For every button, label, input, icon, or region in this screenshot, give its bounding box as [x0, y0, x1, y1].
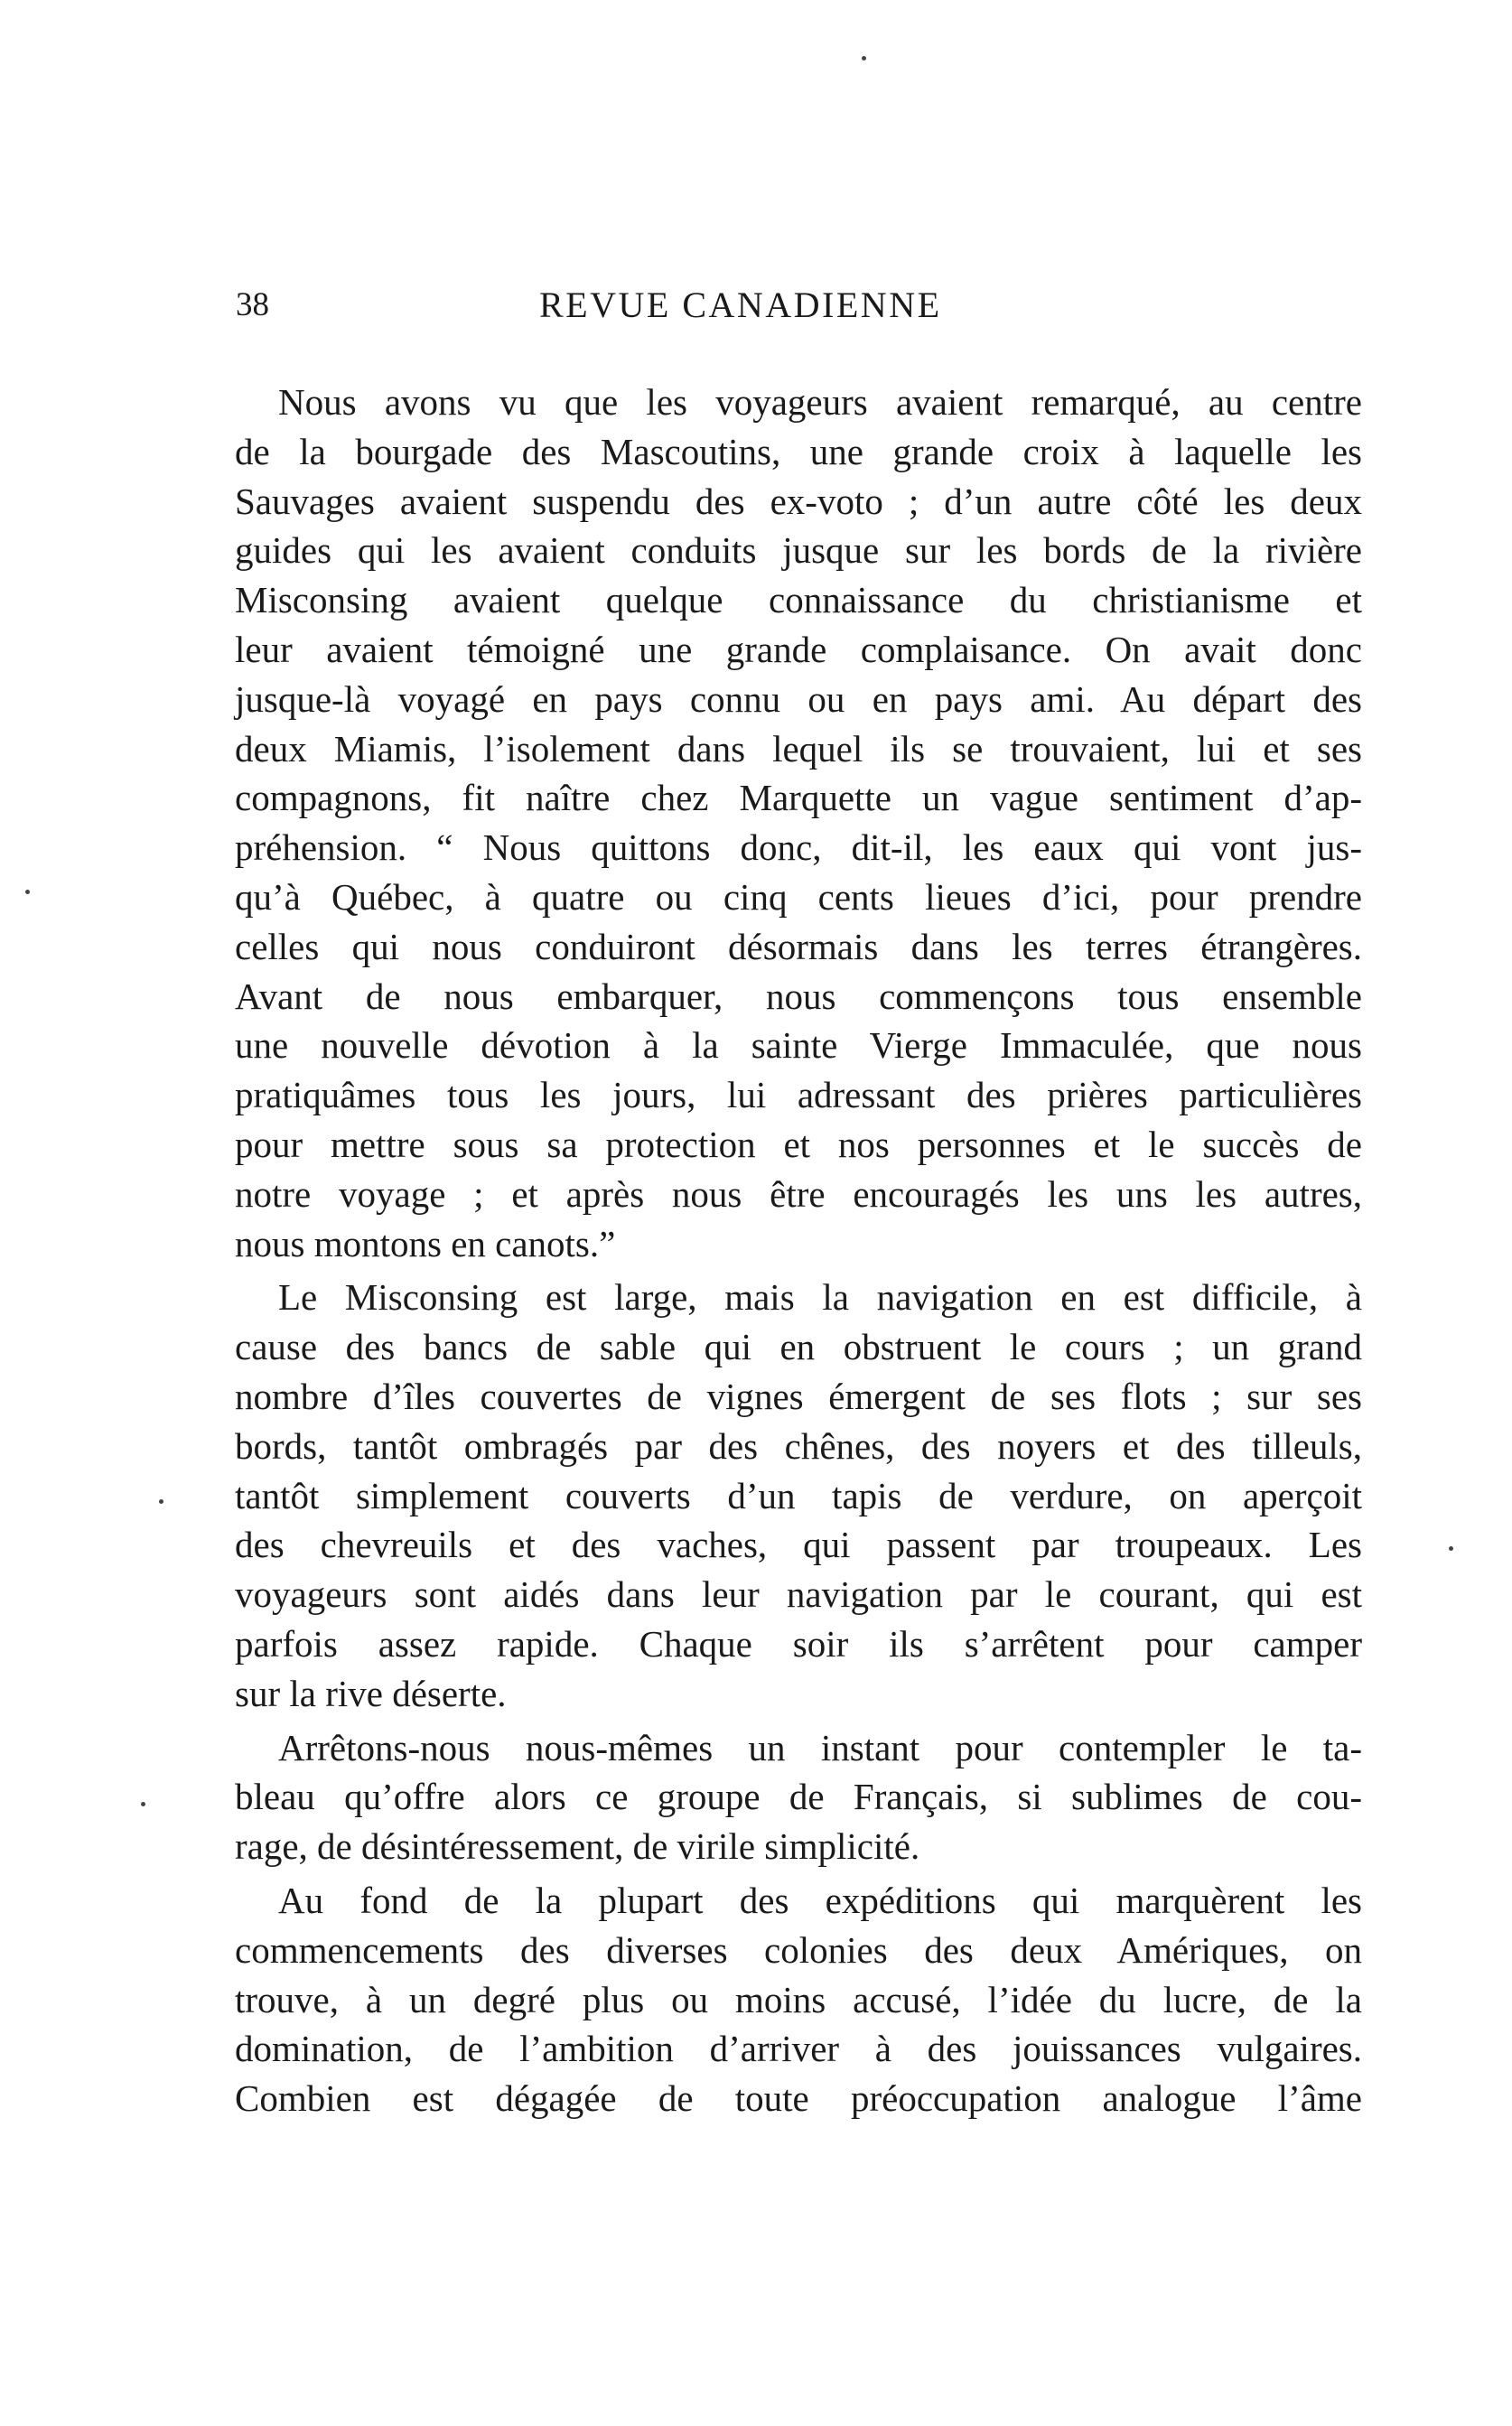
text-line: Combien est dégagée de toute préoccupation analogue l’âme	[235, 2077, 1362, 2120]
text-line: de la bourgade des Mascoutins, une grande croix à laquelle les	[235, 430, 1362, 472]
running-header	[0, 278, 1512, 332]
print-speck	[1449, 1546, 1453, 1551]
text-line: compagnons, fit naître chez Marquette un vague sentiment d’ap-	[235, 777, 1362, 819]
text-line: celles qui nous conduiront désormais dans les terres étrangères.	[235, 925, 1362, 967]
page-number: 38	[236, 286, 269, 323]
text-line: des chevreuils et des vaches, qui passent par troupeaux. Les	[235, 1524, 1362, 1566]
text-line: pour mettre sous sa protection et nos personnes et le succès de	[235, 1123, 1362, 1165]
text-line: tantôt simplement couverts d’un tapis de verdure, on aperçoit	[235, 1474, 1362, 1516]
text-line: commencements des diverses colonies des deux Amériques, on	[235, 1928, 1362, 1971]
text-line: domination, de l’ambition d’arriver à des jouissances vulgaires.	[235, 2028, 1362, 2070]
text-line: Nous avons vu que les voyageurs avaient remarqué, au centre	[278, 381, 1362, 423]
text-line: pratiquâmes tous les jours, lui adressant des prières particulières	[235, 1074, 1362, 1116]
text-line: leur avaient témoigné une grande complaisance. On avait donc	[235, 628, 1362, 670]
text-line: préhension. “ Nous quittons donc, dit-il, les eaux qui vont jus-	[235, 826, 1362, 869]
text-line: trouve, à un degré plus ou moins accusé, l’idée du lucre, de la	[235, 1978, 1362, 2020]
paragraph	[235, 378, 1362, 1268]
print-speck	[862, 56, 866, 61]
text-line: Le Misconsing est large, mais la navigation en est difficile, à	[278, 1276, 1362, 1319]
text-line: nous montons en canots.”	[235, 1222, 616, 1264]
text-line: Au fond de la plupart des expéditions qui marquèrent les	[278, 1879, 1362, 1921]
text-line: deux Miamis, l’isolement dans lequel ils se trouvaient, lui et ses	[235, 727, 1362, 770]
body-text	[235, 378, 1362, 2128]
text-line: nombre d’îles couvertes de vignes émergent de ses flots ; sur ses	[235, 1375, 1362, 1417]
text-line: notre voyage ; et après nous être encouragés les uns les autres,	[235, 1172, 1362, 1215]
text-line: Sauvages avaient suspendu des ex-voto ; d’un autre côté les deux	[235, 480, 1362, 522]
text-line: Avant de nous embarquer, nous commençons tous ensemble	[235, 975, 1362, 1017]
paragraph	[235, 1723, 1362, 1871]
journal-title: REVUE CANADIENNE	[539, 285, 942, 325]
text-line: Arrêtons-nous nous-mêmes un instant pour contempler le ta-	[278, 1726, 1362, 1768]
text-line: qu’à Québec, à quatre ou cinq cents lieues d’ici, pour prendre	[235, 875, 1362, 918]
print-speck	[141, 1802, 145, 1806]
text-line: cause des bancs de sable qui en obstruent le cours ; un grand	[235, 1326, 1362, 1368]
text-line: sur la rive déserte.	[235, 1672, 507, 1714]
text-line: rage, de désintéressement, de virile simplicité.	[235, 1825, 920, 1868]
text-line: bords, tantôt ombragés par des chênes, des noyers et des tilleuls,	[235, 1424, 1362, 1467]
print-speck	[25, 890, 30, 894]
text-line: guides qui les avaient conduits jusque sur les bords de la rivière	[235, 529, 1362, 572]
text-line: bleau qu’offre alors ce groupe de Français, si sublimes de cou-	[235, 1776, 1362, 1818]
text-line: voyageurs sont aidés dans leur navigation par le courant, qui est	[235, 1573, 1362, 1616]
text-line: Misconsing avaient quelque connaissance du christianisme et	[235, 579, 1362, 621]
text-line: jusque-là voyagé en pays connu ou en pays ami. Au départ des	[235, 677, 1362, 720]
paragraph	[235, 1273, 1362, 1718]
paragraph	[235, 1876, 1362, 2123]
print-speck	[159, 1499, 163, 1504]
text-line: parfois assez rapide. Chaque soir ils s’arrêtent pour camper	[235, 1622, 1362, 1665]
text-line: une nouvelle dévotion à la sainte Vierge Immaculée, que nous	[235, 1024, 1362, 1067]
